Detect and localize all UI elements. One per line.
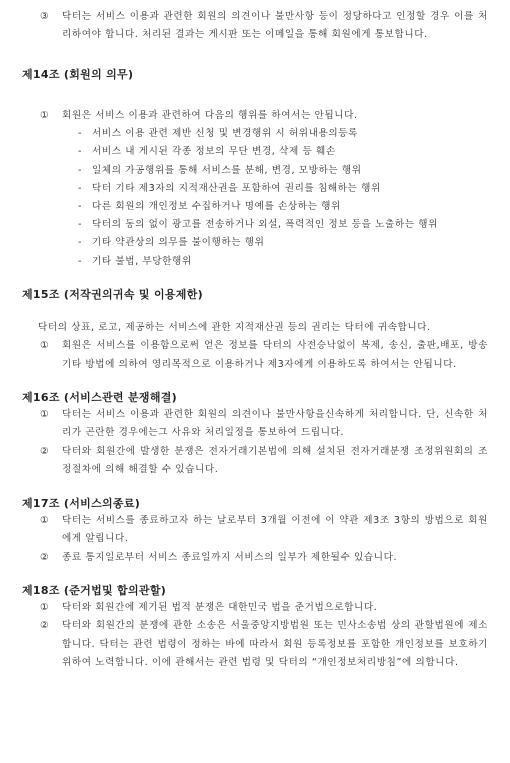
item-number: ② (40, 551, 50, 563)
article-16-title: 제16조 (서비스관련 분쟁해결) (22, 391, 178, 405)
item-text: 회원은 서비스 이용과 관련하여 다음의 행위를 하여서는 안됩니다. (62, 109, 358, 121)
article-17-item-2 (22, 549, 488, 567)
article-18-title: 제18조 (준거법및 합의관할) (22, 583, 167, 597)
item-text: 닥터와 회원간에 제기된 법적 분쟁은 대한민국 법을 준거법으로합니다. (62, 601, 378, 613)
article-14-prohibited-list (22, 125, 488, 271)
item-text: 회원은 서비스를 이용함으로써 얻은 정보를 닥터의 사전승낙없이 복제, 송신, 출판,배포, 방송 기타 방법에 의하여 영리목적으로 이용하거나 제3자에게 이용하도록 하여서는 안됩니다. (62, 340, 488, 370)
item-number: ① (40, 109, 50, 121)
list-item: - 닥터의 동의 없이 광고를 전송하거나 외설, 폭력적인 정보 등을 노출하는 행위 (78, 219, 439, 231)
article-16-item-1 (22, 406, 488, 443)
item-number: ② (40, 445, 50, 457)
item-text: 닥터는 서비스를 종료하고자 하는 날로부터 3개월 이전에 이 약관 제3조 3항의 방법으로 회원에게 알립니다. (62, 514, 488, 545)
article-17-title: 제17조 (서비스의종료) (22, 496, 141, 510)
item-number: ① (40, 409, 50, 421)
list-item: - 일체의 가공행위를 통해 서비스를 분해, 변경, 모방하는 행위 (78, 164, 362, 176)
article-15-title: 제15조 (저작권의귀속 및 이용제한) (22, 287, 203, 301)
article-14-title: 제14조 (회원의 의무) (22, 67, 134, 81)
list-item: - 다른 회원의 개인정보 수집하거나 명예를 손상하는 행위 (78, 201, 341, 213)
item-text: 닥터는 서비스 이용과 관련한 회원의 의견이나 불만사항을신속하게 처리합니다. 단, 신속한 처리가 곤란한 경우에는그 사유와 처리일정을 통보하여 드립니다. (62, 409, 488, 439)
article-15-intro: 닥터의 상표, 로고, 제공하는 서비스에 관한 지적재산권 등의 권리는 닥터에 귀속합니다. (38, 321, 431, 333)
item-text: 닥터는 서비스 이용과 관련한 회원의 의견이나 불만사항 등이 정당하다고 인정할 경우 이를 처리하여야 합니다. 처리된 결과는 게시판 또는 이메일을 통해 회원에게 통보합니다. (62, 11, 488, 41)
article-14-item-1 (22, 107, 488, 125)
item-number: ③ (40, 11, 50, 22)
item-number: ① (40, 601, 50, 613)
article-17-item-1 (22, 512, 488, 549)
list-item: - 서비스 내 게시된 각종 정보의 무단 변경, 삭제 등 훼손 (78, 146, 336, 158)
item-number: ① (40, 340, 50, 352)
list-item: - 닥터 기타 제3자의 지적재산권을 포함하여 권리를 침해하는 행위 (78, 182, 381, 194)
item-text: 종료 통지일로부터 서비스 종료일까지 서비스의 일부가 제한될수 있습니다. (62, 551, 398, 563)
article-16-item-2 (22, 443, 488, 480)
item-text: 닥터와 회원간에 발생한 분쟁은 전자거래기본법에 의해 설치된 전자거래분쟁 조정위원회의 조정절차에 의해 해결할 수 있습니다. (62, 445, 488, 476)
article-18-item-1 (22, 599, 488, 617)
item-number: ① (40, 514, 50, 526)
item-number: ② (40, 620, 50, 632)
item-text: 닥터와 회원간의 분쟁에 관한 소송은 서울중앙지방법원 또는 민사소송법 상의 관할법원에 제소합니다. 닥터는 관련 법령이 정하는 바에 따라서 회원 등록정보를 포함한 개인정보를 보호하기 위하여 노력합니다. 이에 관해서는 관련 법령 및 닥터의 “개인정보처리방침”에 의합니다. (62, 620, 488, 669)
article-18-item-2 (22, 617, 488, 672)
article-15-item-1 (22, 337, 488, 374)
list-item: - 서비스 이용 관련 제반 신청 및 변경행위 시 허위내용의등록 (78, 128, 359, 140)
list-item: - 기타 불법, 부당한행위 (78, 255, 192, 267)
clause-13-item-3 (22, 8, 488, 45)
list-item: - 기타 약관상의 의무를 불이행하는 행위 (78, 237, 265, 249)
